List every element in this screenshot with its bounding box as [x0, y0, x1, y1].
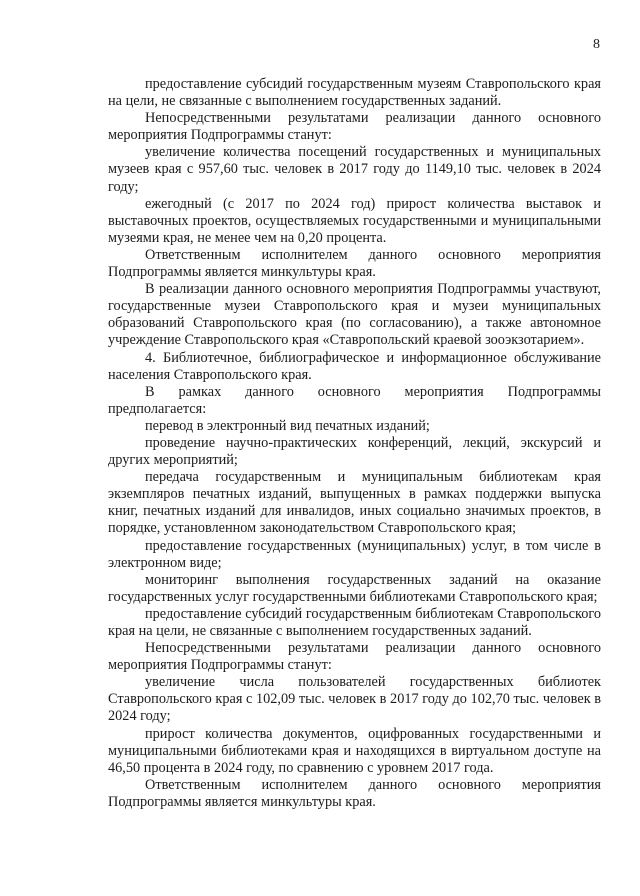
page-number: 8: [593, 37, 600, 52]
section-heading: 4. Библиотечное, библиографическое и информационное обслуживание населения Ставропольского края.: [108, 349, 601, 383]
paragraph: ежегодный (с 2017 по 2024 год) прирост количества выставок и выставочных проектов, осуществляемых государственными и муниципальными музеями края, не менее чем на 0,20 процента.: [108, 195, 601, 246]
paragraph: Ответственным исполнителем данного основного мероприятия Подпрограммы является минкультуры края.: [108, 776, 601, 810]
list-item: предоставление государственных (муниципальных) услуг, в том числе в электронном виде;: [108, 537, 601, 571]
list-item: перевод в электронный вид печатных изданий;: [145, 417, 430, 434]
paragraph: Непосредственными результатами реализации данного основного мероприятия Подпрограммы станут:: [108, 110, 601, 144]
paragraph: В реализации данного основного мероприятия Подпрограммы участвуют, государственные музеи Ставропольского края и музеи муниципальных образований Ставропольского края (по согласованию), а также автономное учреждение Ставропольского края «Ставропольский краевой зооэкзотарием».: [108, 281, 601, 349]
list-item: передача государственным и муниципальным библиотекам края экземпляров печатных изданий, выпущенных в рамках поддержки выпуска книг, печатных изданий для инвалидов, иных социально значимых проектов, в порядке, установленном законодательством Ставропольского края;: [108, 469, 601, 537]
list-item: предоставление субсидий государственным библиотекам Ставропольского края на цели, не связанные с выполнением государственных заданий.: [108, 605, 601, 639]
paragraph: Непосредственными результатами реализации данного основного мероприятия Подпрограммы станут:: [108, 640, 601, 674]
list-item: проведение научно-практических конференций, лекций, экскурсий и других мероприятий;: [108, 434, 601, 469]
list-item: мониторинг выполнения государственных заданий на оказание государственных услуг государственными библиотеками Ставропольского края;: [108, 571, 601, 605]
document-body: [108, 76, 601, 811]
list-item: увеличение числа пользователей государственных библиотек Ставропольского края с 102,09 тыс. человек в 2017 году до 102,70 тыс. человек в 2024 году;: [108, 674, 601, 725]
paragraph: В рамках данного основного мероприятия Подпрограммы предполагается:: [108, 383, 601, 417]
paragraph: увеличение количества посещений государственных и муниципальных музеев края с 957,60 тыс. человек в 2017 году до 1149,10 тыс. человек в 2024 году;: [108, 144, 601, 195]
paragraph: Ответственным исполнителем данного основного мероприятия Подпрограммы является минкультуры края.: [108, 246, 601, 281]
paragraph: предоставление субсидий государственным музеям Ставропольского края на цели, не связанные с выполнением государственных заданий.: [108, 76, 601, 110]
list-item: прирост количества документов, оцифрованных государственными и муниципальными библиотеками края и находящихся в виртуальном доступе на 46,50 процента в 2024 году, по сравнению с уровнем 2017 года.: [108, 725, 601, 776]
